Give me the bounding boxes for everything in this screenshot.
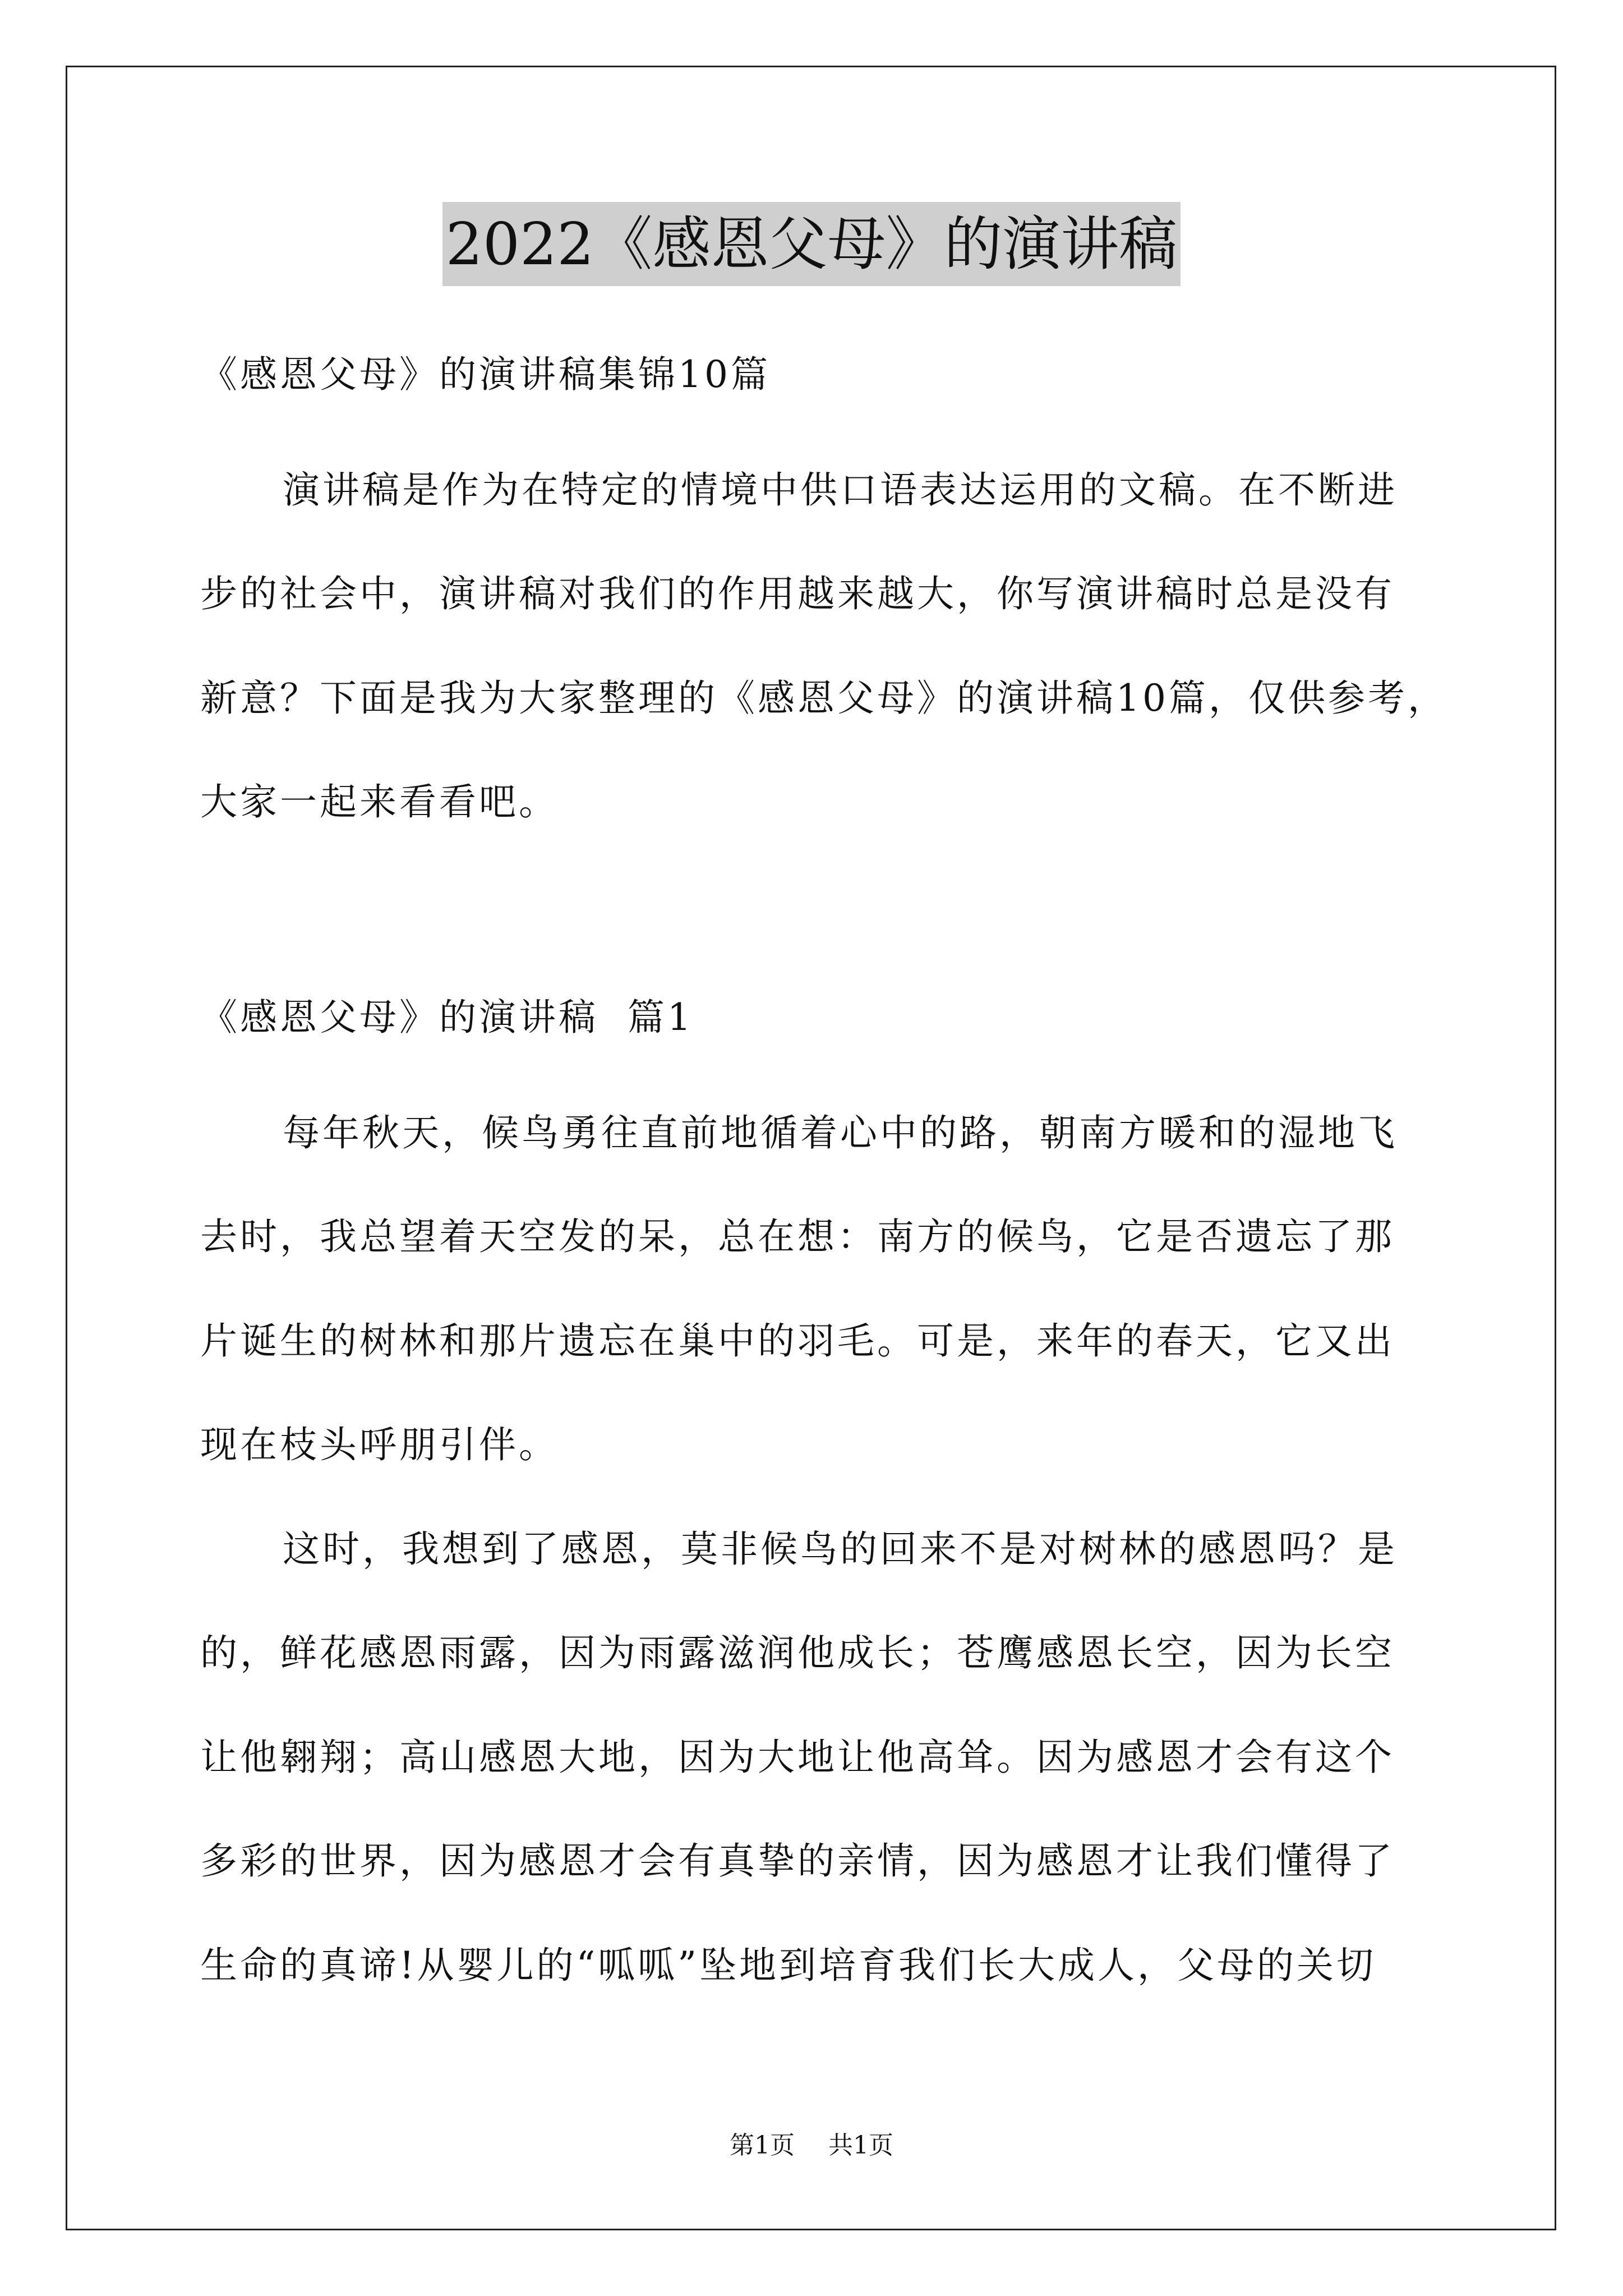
intro-line-4: 大家一起来看看吧。 — [200, 780, 559, 823]
page-footer — [0, 2129, 1623, 2162]
document-subtitle: 《感恩父母》的演讲稿集锦10篇 — [200, 353, 771, 396]
paragraph1-line-2: 去时，我总望着天空发的呆，总在想：南方的候鸟，它是否遗忘了那 — [200, 1215, 1395, 1258]
section-heading: 《感恩父母》的演讲稿 篇1 — [200, 996, 694, 1039]
paragraph1-line-1: 每年秋天，候鸟勇往直前地循着心中的路，朝南方暖和的湿地飞 — [283, 1111, 1398, 1154]
page-number: 第1页 — [730, 2131, 795, 2160]
intro-line-3: 新意？下面是我为大家整理的《感恩父母》的演讲稿10篇，仅供参考， — [200, 677, 1447, 720]
paragraph2-line-2: 的，鲜花感恩雨露，因为雨露滋润他成长；苍鹰感恩长空，因为长空 — [200, 1631, 1395, 1674]
document-title: 2022《感恩父母》的演讲稿 — [442, 202, 1181, 286]
paragraph2-line-3: 让他翱翔；高山感恩大地，因为大地让他高耸。因为感恩才会有这个 — [200, 1736, 1395, 1779]
paragraph2-line-4: 多彩的世界，因为感恩才会有真挚的亲情，因为感恩才让我们懂得了 — [200, 1839, 1395, 1883]
paragraph2-line-1: 这时，我想到了感恩，莫非候鸟的回来不是对树林的感恩吗？是 — [283, 1527, 1398, 1571]
paragraph2-line-5: 生命的真谛!从婴儿的“呱呱”坠地到培育我们长大成人，父母的关切 — [200, 1944, 1377, 1987]
intro-line-1: 演讲稿是作为在特定的情境中供口语表达运用的文稿。在不断进 — [283, 468, 1398, 512]
title-wrapper — [0, 202, 1623, 286]
intro-line-2: 步的社会中，演讲稿对我们的作用越来越大，你写演讲稿时总是没有 — [200, 572, 1395, 615]
paragraph1-line-4: 现在枝头呼朋引伴。 — [200, 1423, 559, 1466]
total-pages: 共1页 — [828, 2131, 893, 2160]
paragraph1-line-3: 片诞生的树林和那片遗忘在巢中的羽毛。可是，来年的春天，它又出 — [200, 1319, 1395, 1363]
